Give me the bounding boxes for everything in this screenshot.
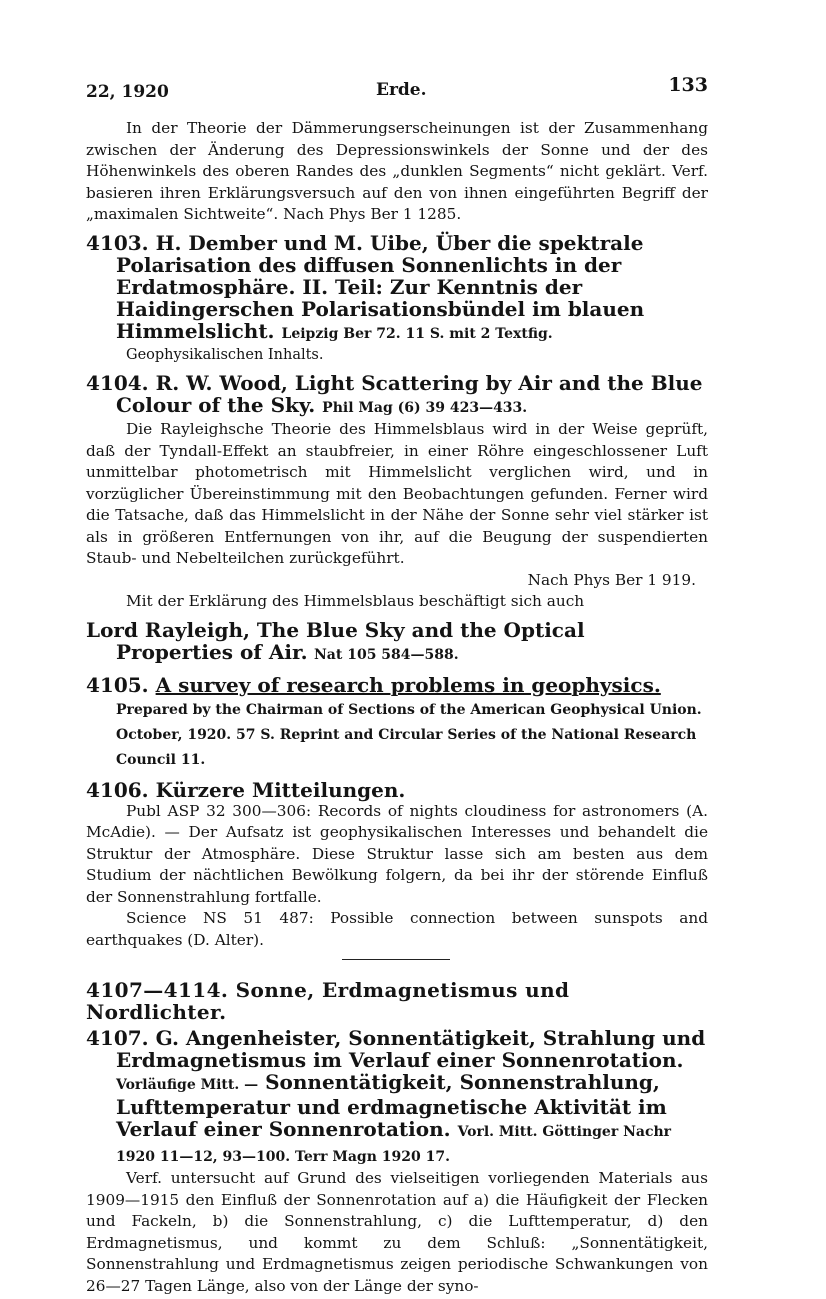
header-section: Erde. [376,80,427,100]
entry-see-also: Mit der Erklärung des Himmelsblaus beschäftigt sich auch [126,592,585,610]
entry-title: Kürzere Mitteilungen. [155,777,406,802]
entry-title: R. W. Wood, Light Scattering by Air and the Blue Colour of the Sky. [116,371,703,417]
section-heading: 4107—4114. Sonne, Erdmagnetismus und Nordlichter. [86,978,570,1024]
entry-title: A survey of research problems in geophysics. [155,672,661,697]
entry-number: 4103. [86,230,149,255]
entry-subtitle: Sonnentätigkeit, Sonnenstrahlung, Lufttemperatur und erdmagnetische Aktivität im Verlauf einer Sonnenrotation. [116,1070,667,1141]
entry-source: Leipzig Ber 72. 11 S. mit 2 Textfig. [281,325,553,342]
entry-reference: Nach Phys Ber 1 919. [527,570,696,589]
page-body [86,118,708,1297]
section-divider [342,959,450,960]
entry-note: Vorläufige Mitt. — [116,1077,259,1093]
related-title: Lord Rayleigh, The Blue Sky and the Optical Properties of Air. [86,617,585,664]
short-note-paragraph: Science NS 51 487: Possible connection between sunspots and earthquakes (D. Alter). [86,909,708,949]
entry-4104-related [86,619,708,666]
entry-number: 4106. [86,777,149,802]
entry-number: 4107. [86,1026,149,1050]
entry-4106 [86,779,708,801]
entry-title: G. Angenheister, Sonnentätigkeit, Strahlung und Erdmagnetismus im Verlauf einer Sonnenrotation. [116,1026,706,1072]
entry-4104 [86,372,708,419]
intro-paragraph: In der Theorie der Dämmerungserscheinungen ist der Zusammenhang zwischen der Änderung des Depressionswinkels der Sonne und der des Höhenwinkels des oberen Randes des „dunklen Segments“ nicht geklärt. Verf. basieren ihren Erklärungsversuch auf den von ihnen eingeführten Begriff der „maximalen Sichtweite“. Nach Phys Ber 1 1285. [86,119,708,223]
page-number: 133 [668,74,708,96]
entry-abstract: Verf. untersucht auf Grund des vielseitigen vorliegenden Materials aus 1909—1915 den Einfluß der Sonnenrotation auf a) die Häufigkeit der Flecken und Fackeln, b) die Sonnenstrahlung, c) die Lufttemperatur, d) den Erdmagnetismus, und kommt zu dem Schluß: „Sonnentätigkeit, Sonnenstrahlung und Erdmagnetismus zeigen periodische Schwankungen von 26—27 Tagen Länge, also von der Länge der syno- [86,1169,708,1295]
entry-4107 [86,1027,708,1168]
entry-4105 [86,674,708,771]
short-note-paragraph: Publ ASP 32 300—306: Records of nights cloudiness for astronomers (A. McAdie). — Der Aufsatz ist geophysikalischen Interesses und behandelt die Struktur der Atmosphäre. Diese Struktur lasse sich am besten aus dem Studium der nächtlichen Bewölkung folgern, da bei ihr der störende Einfluß der Sonnenstrahlung fortfalle. [86,801,708,906]
running-header [86,74,708,100]
entry-title: H. Dember und M. Uibe, Über die spektrale Polarisation des diffusen Sonnenlichts in der Erdatmosphäre. [116,230,644,299]
entry-number: 4104. [86,371,149,395]
entry-abstract: Die Rayleighsche Theorie des Himmelsblaus wird in der Weise geprüft, daß der Tyndall-Effekt an staubfreier, in einer Röhre eingeschlossener Luft unmittelbar photometrisch mit Himmelslicht verglichen wird, und in vorzüglicher Übereinstimmung mit den Beobachtungen gefunden. Ferner wird die Tatsache, daß das Himmelslicht in der Nähe der Sonne sehr viel stärker ist als in größeren Entfernungen von ihr, auf die Beugung der suspendierten Staub- und Nebelteilchen zurückgeführt. [86,420,708,567]
entry-4103 [86,232,708,345]
entry-description: Prepared by the Chairman of Sections of the American Geophysical Union. October, 1920. 57 S. Reprint and Circular Series of the National Research Council 11. [116,701,702,768]
entry-source: Vorl. Mitt. Göttinger Nachr 1920 11—12, 93—100. Terr Magn 1920 17. [116,1124,672,1165]
entry-note: Geophysikalischen Inhalts. [126,346,324,363]
entry-source: Phil Mag (6) 39 423—433. [322,400,528,416]
entry-subtitle: II. Teil: Zur Kenntnis der Haidingerschen Polarisationsbündel im blauen Himmelslicht. [116,274,645,343]
related-source: Nat 105 584—588. [314,646,459,663]
header-volume: 22, 1920 [86,82,169,102]
entry-number: 4105. [86,672,149,697]
